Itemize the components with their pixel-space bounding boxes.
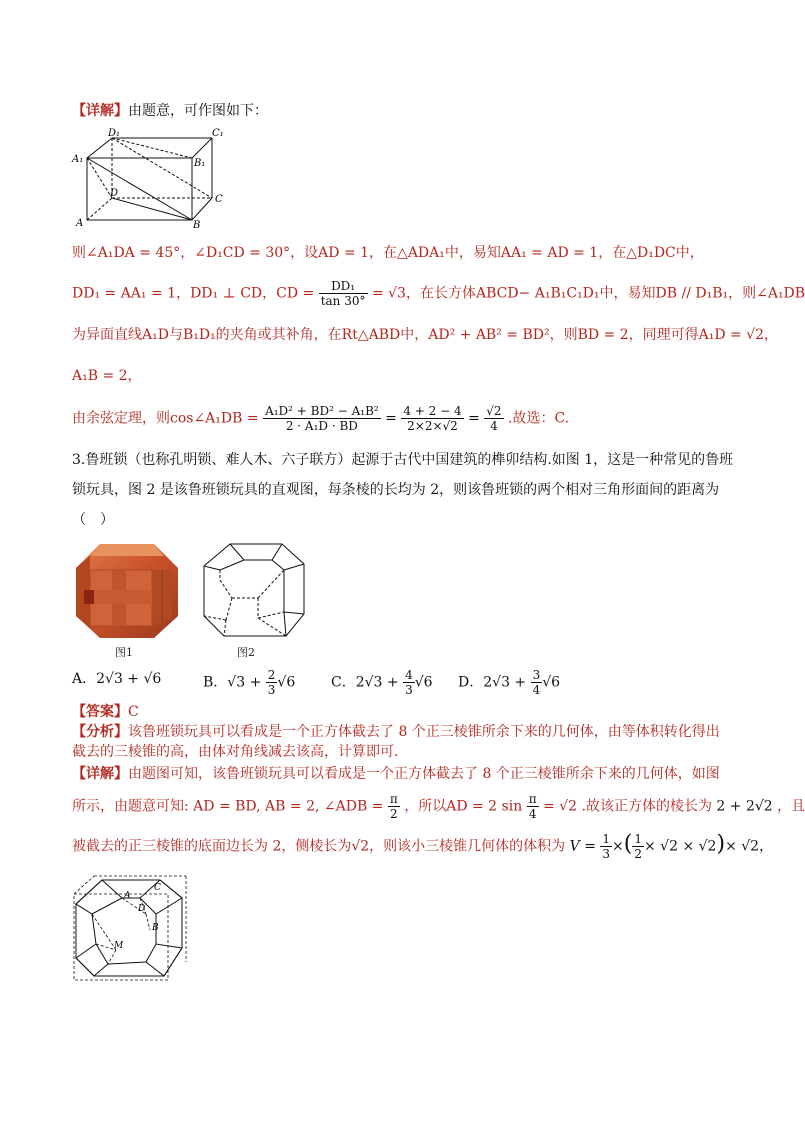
option-b[interactable]: B．√3 + $\frac{2}{3}$ √6 xyxy=(203,668,296,697)
option-c[interactable]: C．2√3 + $\frac{4}{3}$ √6 xyxy=(331,668,433,697)
fig-label-b: B xyxy=(152,923,159,933)
label-d: D xyxy=(110,188,119,199)
label-b1: B₁ xyxy=(194,158,206,169)
detail2-tag: 【详解】 xyxy=(72,766,128,782)
detail1-line5a: 由余弦定理，则cos∠A₁DB = xyxy=(72,410,259,427)
detail-intro: 由题意，可作图如下： xyxy=(128,103,268,119)
fraction-cos-values: $\frac{4 + 2 - 4}{2\times 2\times√2}$ xyxy=(403,404,462,433)
analysis-line1: 该鲁班锁玩具可以看成是一个正方体截去了 8 个正三棱锥所余下来的几何体，由等体积转化得出 xyxy=(128,724,720,740)
equals-sign-2: = xyxy=(468,410,480,427)
detail2-line2c: = √2 .故该正方体的棱长为 xyxy=(543,798,712,815)
q3-stem-1: 3.鲁班锁（也称孔明锁、难人木、六子联方）起源于古代中国建筑的榫卯结构.如图 1，这是一种常见的鲁班 xyxy=(72,452,734,468)
fig-label-c: C xyxy=(154,883,161,893)
q3-stem-2: 锁玩具，图 2 是该鲁班锁玩具的直观图，每条棱的长均为 2，则该鲁班锁的两个相对三角形面间的距离为 xyxy=(72,482,720,498)
volume-formula-start: V = xyxy=(569,838,596,855)
cube-edge-length: 2 + 2√2 xyxy=(716,798,773,815)
analysis-line2: 截去的三棱锥的高，由体对角线减去该高，计算即可. xyxy=(72,744,399,760)
analysis-tag: 【分析】 xyxy=(72,724,128,740)
label-a1: A₁ xyxy=(72,154,84,165)
label-a: A xyxy=(76,218,84,229)
detail2-line2b: ，所以AD = 2 sin xyxy=(404,798,523,815)
fig-label-d: D xyxy=(138,904,146,914)
fig2-caption: 图2 xyxy=(237,646,255,659)
option-d[interactable]: D．2√3 + $\frac{3}{4}$ √6 xyxy=(458,668,561,697)
luban-lock-diagram xyxy=(200,540,310,640)
fraction-cos-result: $\frac{√2}{4}$ xyxy=(486,404,502,433)
fraction-cos-formula: $\frac{\text{A₁D² + BD² − A₁B²}}{\text{2 · A₁D · BD}}$ xyxy=(265,404,379,433)
detail1-line4: A₁B = 2， xyxy=(72,368,142,384)
detail1-line3: 为异面直线A₁D与B₁D₁的夹角或其补角，在Rt△ABD中，AD² + AB² = BD²，则BD = 2，同理可得A₁D = √2， xyxy=(72,327,779,343)
detail2-line2e: ，且 xyxy=(777,798,805,815)
fig-label-a: A xyxy=(124,891,131,901)
detail1-line2a: DD₁ = AA₁ = 1，DD₁ ⊥ CD，CD = xyxy=(72,285,315,302)
label-c1: C₁ xyxy=(212,128,224,139)
label-b: B xyxy=(193,220,201,231)
luban-lock-photo xyxy=(72,540,182,640)
label-c: C xyxy=(215,194,223,205)
detail2-line1: 由题图可知，该鲁班锁玩具可以看成是一个正方体截去了 8 个正三棱锥所余下来的几何体，如图 xyxy=(128,766,720,782)
detail1-line2b: = √3，在长方体ABCD− A₁B₁C₁D₁中，易知DB // D₁B₁，则∠A₁DB xyxy=(371,285,805,302)
answer-tag: 【答案】 xyxy=(72,704,128,720)
detail1-line1: 则∠A₁DA = 45°，∠D₁CD = 30°，设AD = 1，在△ADA₁中，易知AA₁ = AD = 1，在△D₁DC中， xyxy=(72,245,704,261)
detail2-line2a: 所示，由题意可知: AD = BD, AB = 2, ∠ADB = xyxy=(72,798,384,815)
equals-sign: = xyxy=(385,410,397,427)
fig-label-m: M xyxy=(114,941,124,951)
detail2-line3a: 被截去的正三棱锥的底面边长为 2，侧棱长为√2，则该小三棱锥几何体的体积为 xyxy=(72,838,566,855)
cuboid-figure xyxy=(72,128,232,230)
option-a[interactable]: A．2√3 + √6 xyxy=(72,671,162,687)
label-d1: D₁ xyxy=(108,128,121,139)
fraction-cd: $\frac{\text{DD₁}}{\tan 30^\circ}$ xyxy=(320,279,366,308)
detail1-line5b: .故选：C. xyxy=(508,410,570,427)
answer-value: C xyxy=(128,704,139,720)
cut-cube-figure xyxy=(72,874,190,982)
q3-stem-3: （ ） xyxy=(72,512,114,528)
detail-tag: 【详解】 xyxy=(72,103,128,119)
fig1-caption: 图1 xyxy=(115,646,133,659)
